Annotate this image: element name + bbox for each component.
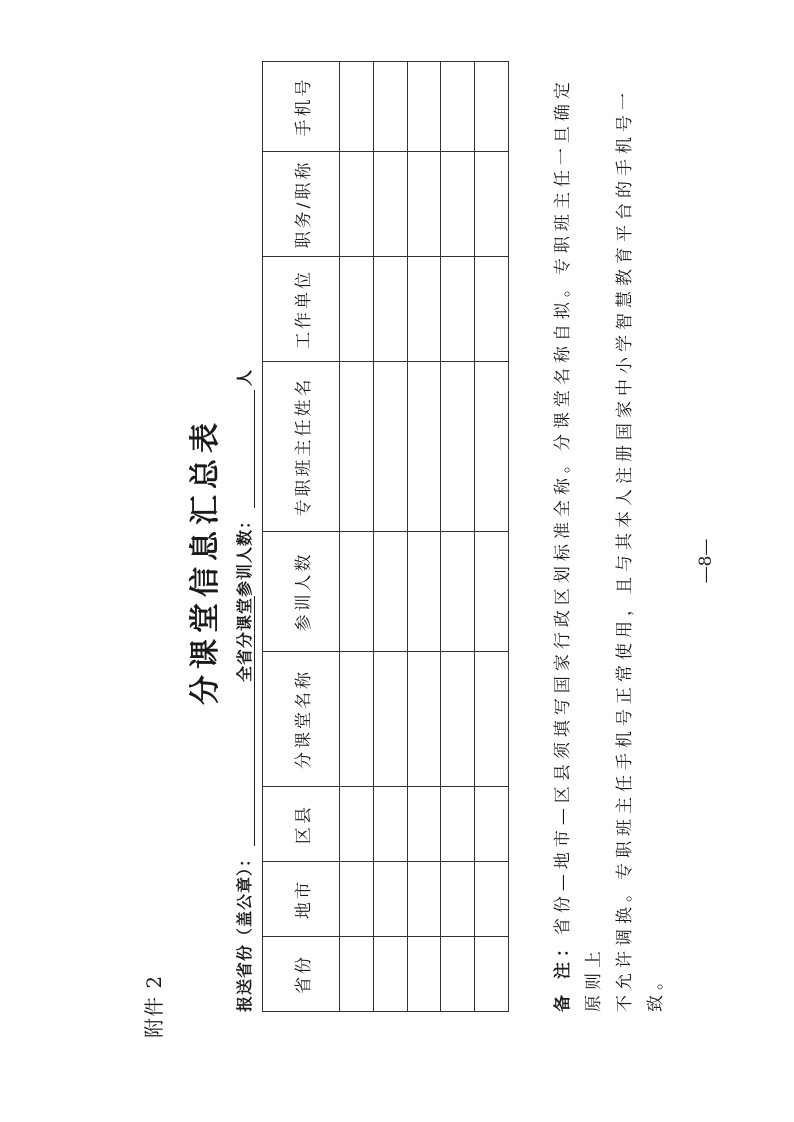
table-cell — [441, 257, 475, 362]
header-cell: 专职班主任姓名 — [263, 362, 340, 532]
table-cell — [340, 862, 374, 937]
notes-text-2a: 不允许调换。专职班主任手机号正常使用， — [615, 594, 635, 1012]
header-cell: 手机号 — [263, 62, 340, 152]
table-cell — [441, 652, 475, 787]
total-label: 全省分课堂参训人数： — [235, 511, 254, 682]
page-number: —8— — [696, 538, 716, 584]
table-row — [407, 62, 441, 1012]
table-cell — [441, 787, 475, 862]
table-cell — [373, 257, 407, 362]
table-cell — [475, 257, 509, 362]
table-cell — [373, 652, 407, 787]
header-cell: 工作单位 — [263, 257, 340, 362]
table-cell — [407, 652, 441, 787]
table-cell — [373, 937, 407, 1012]
table-cell — [407, 787, 441, 862]
table-cell — [475, 652, 509, 787]
notes-text-2b: 且与其本人注册国家中小学智慧教育平台的手机号一致。 — [615, 88, 666, 1012]
notes-block — [548, 57, 672, 1012]
table-cell — [475, 862, 509, 937]
table-cell — [475, 937, 509, 1012]
table-cell — [407, 257, 441, 362]
table-row — [373, 62, 407, 1012]
table-cell — [475, 532, 509, 652]
table-cell — [340, 937, 374, 1012]
total-unit: 人 — [235, 368, 254, 386]
table-cell — [340, 62, 374, 152]
table-cell — [340, 532, 374, 652]
notes-line-1 — [548, 57, 610, 1012]
table-cell — [441, 362, 475, 532]
table-cell — [475, 62, 509, 152]
table-cell — [475, 787, 509, 862]
notes-line-2 — [610, 57, 672, 1012]
table-cell — [441, 532, 475, 652]
table-cell — [340, 257, 374, 362]
table-cell — [441, 937, 475, 1012]
total-blank-line — [238, 390, 255, 508]
table-cell — [373, 62, 407, 152]
table-cell — [441, 152, 475, 257]
table-row — [475, 62, 509, 1012]
table-cell — [373, 362, 407, 532]
table-cell — [373, 532, 407, 652]
header-cell: 区县 — [263, 787, 340, 862]
table-cell — [373, 862, 407, 937]
header-cell: 职务/职称 — [263, 152, 340, 257]
header-cell: 地市 — [263, 862, 340, 937]
table-cell — [373, 787, 407, 862]
header-cell: 省份 — [263, 937, 340, 1012]
table-cell — [407, 62, 441, 152]
table-cell — [340, 362, 374, 532]
table-header-row — [263, 62, 340, 1012]
submitter-label: 报送省份（盖公章）： — [235, 849, 254, 1012]
attachment-label: 附件 2 — [142, 974, 166, 1038]
table-row — [441, 62, 475, 1012]
table-cell — [407, 362, 441, 532]
summary-table — [262, 61, 509, 1012]
header-cell: 参训人数 — [263, 532, 340, 652]
table-cell — [441, 62, 475, 152]
table-cell — [340, 152, 374, 257]
header-cell: 分课堂名称 — [263, 652, 340, 787]
table-row — [340, 62, 374, 1012]
table-cell — [475, 152, 509, 257]
notes-text-1: 省份—地市—区县须填写国家行政区划标准全称。分课堂名称自拟。专职班主任一旦确定原则上 — [553, 77, 604, 1012]
page-title: 分课堂信息汇总表 — [188, 417, 223, 705]
table-cell — [441, 862, 475, 937]
table-cell — [340, 787, 374, 862]
table-cell — [373, 152, 407, 257]
table-cell — [407, 152, 441, 257]
table-body — [340, 62, 509, 1012]
notes-label: 备 注： — [553, 935, 573, 1012]
table-cell — [340, 652, 374, 787]
table-cell — [475, 362, 509, 532]
table-cell — [407, 862, 441, 937]
table-cell — [407, 532, 441, 652]
total-field — [232, 369, 255, 682]
table-cell — [407, 937, 441, 1012]
